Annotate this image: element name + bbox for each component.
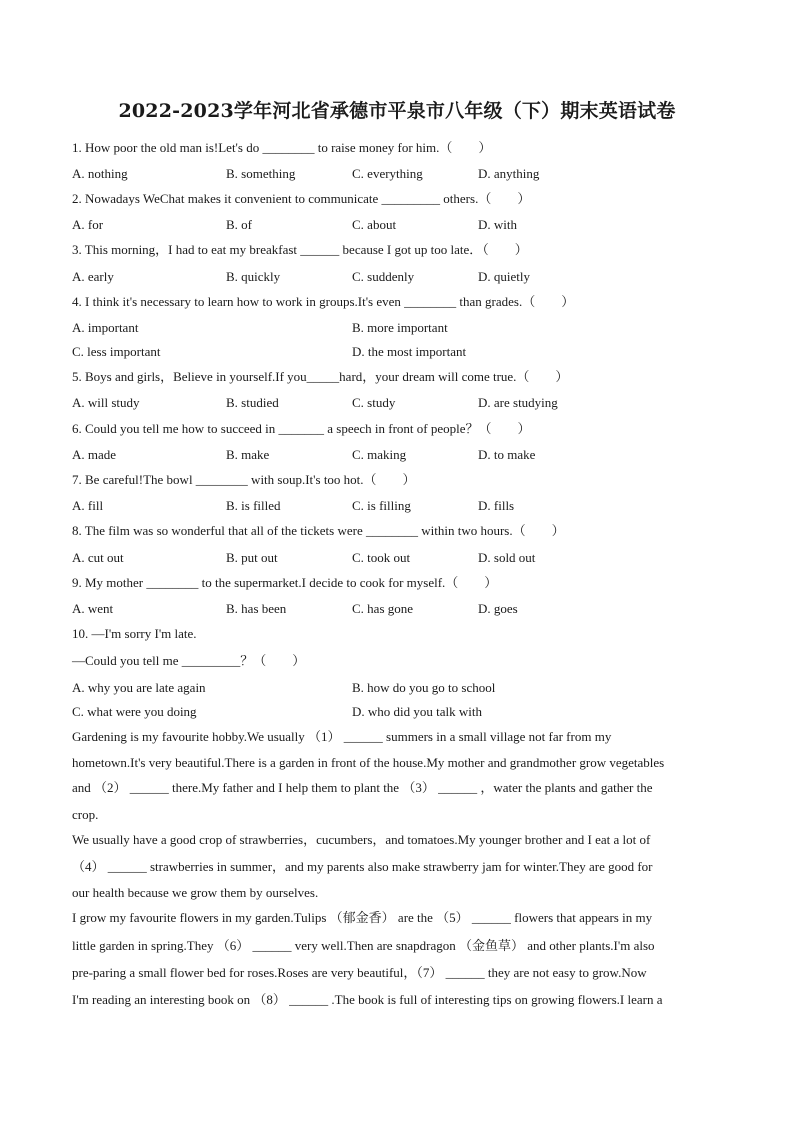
question-5: 5. Boys and girls，Believe in yourself.If you_____hard，your dream will come true.（ ）: [72, 369, 569, 384]
option-a: A. made: [72, 447, 117, 462]
option-c: C. study: [352, 395, 396, 410]
option-d: D. who did you talk with: [352, 704, 482, 719]
question-7: 7. Be careful!The bowl ________ with soup.It's too hot.（ ）: [72, 472, 416, 487]
question-8: 8. The film was so wonderful that all of the tickets were ________ within two hours.（ ）: [72, 523, 565, 538]
passage-line: pre-paring a small flower bed for roses.Roses are very beautiful，（7） ______ they are not easy to grow.Now: [72, 965, 647, 980]
question-6: 6. Could you tell me how to succeed in _______ a speech in front of people？（ ）: [72, 421, 531, 436]
option-c: C. everything: [352, 166, 423, 181]
option-d: D. sold out: [478, 550, 536, 565]
option-d: D. the most important: [352, 344, 467, 359]
question-9: 9. My mother ________ to the supermarket.I decide to cook for myself.（ ）: [72, 575, 498, 590]
option-a: A. fill: [72, 498, 104, 513]
option-b: B. quickly: [226, 269, 281, 284]
option-b: B. make: [226, 447, 270, 462]
option-b: B. something: [226, 166, 296, 181]
option-a: A. nothing: [72, 166, 128, 181]
option-c: C. what were you doing: [72, 704, 197, 719]
question-10: 10. —I'm sorry I'm late.: [72, 626, 197, 641]
option-d: D. goes: [478, 601, 518, 616]
option-a: A. for: [72, 217, 104, 232]
option-b: B. studied: [226, 395, 279, 410]
option-d: D. with: [478, 217, 517, 232]
option-c: C. about: [352, 217, 397, 232]
question-10-line-2: —Could you tell me _________？（ ）: [72, 653, 306, 668]
option-a: A. early: [72, 269, 114, 284]
passage-line: Gardening is my favourite hobby.We usually （1） ______ summers in a small village not far from my: [72, 729, 612, 744]
option-c: C. suddenly: [352, 269, 415, 284]
option-c: C. took out: [352, 550, 411, 565]
option-c: C. has gone: [352, 601, 414, 616]
option-c: C. making: [352, 447, 407, 462]
option-b: B. has been: [226, 601, 287, 616]
option-d: D. are studying: [478, 395, 558, 410]
option-b: B. how do you go to school: [352, 680, 496, 695]
option-d: D. to make: [478, 447, 536, 462]
option-c: C. is filling: [352, 498, 411, 513]
option-c: C. less important: [72, 344, 161, 359]
passage-line: hometown.It's very beautiful.There is a garden in front of the house.My mother and grandmother grow vegetables: [72, 755, 665, 770]
question-3: 3. This morning，I had to eat my breakfast ______ because I got up too late．（ ）: [72, 242, 528, 257]
option-d: D. quietly: [478, 269, 530, 284]
option-b: B. put out: [226, 550, 278, 565]
option-d: D. fills: [478, 498, 515, 513]
passage-line: I grow my favourite flowers in my garden.Tulips （郁金香） are the （5） ______ flowers that appears in my: [72, 910, 653, 925]
option-a: A. will study: [72, 395, 140, 410]
passage-line: （4） ______ strawberries in summer，and my parents also make strawberry jam for winter.They are good for: [72, 859, 653, 874]
question-2: 2. Nowadays WeChat makes it convenient to communicate _________ others.（ ）: [72, 191, 531, 206]
option-a: A. important: [72, 320, 139, 335]
option-a: A. why you are late again: [72, 680, 206, 695]
option-d: D. anything: [478, 166, 540, 181]
option-b: B. more important: [352, 320, 448, 335]
passage-line: our health because we grow them by ourselves.: [72, 885, 319, 900]
option-b: B. is filled: [226, 498, 281, 513]
option-a: A. went: [72, 601, 114, 616]
question-1: 1. How poor the old man is!Let's do ________ to raise money for him.（ ）: [72, 140, 492, 155]
passage-line: crop.: [72, 807, 99, 822]
passage-line: We usually have a good crop of strawberries，cucumbers，and tomatoes.My younger brother and I eat a lot of: [72, 832, 651, 847]
option-b: B. of: [226, 217, 252, 232]
passage-line: I'm reading an interesting book on （8） ______ .The book is full of interesting tips on growing flowers.I learn a: [72, 992, 663, 1007]
passage-line: and （2） ______ there.My father and I help them to plant the （3） ______ ，water the plants and gather the: [72, 780, 653, 795]
page-title: 2022-2023学年河北省承德市平泉市八年级（下）期末英语试卷: [118, 100, 676, 122]
option-a: A. cut out: [72, 550, 124, 565]
passage-line: little garden in spring.They （6） ______ very well.Then are snapdragon （金鱼草） and other plants.I'm also: [72, 938, 655, 953]
question-4: 4. I think it's necessary to learn how to work in groups.It's even ________ than grades.（ ）: [72, 294, 575, 309]
